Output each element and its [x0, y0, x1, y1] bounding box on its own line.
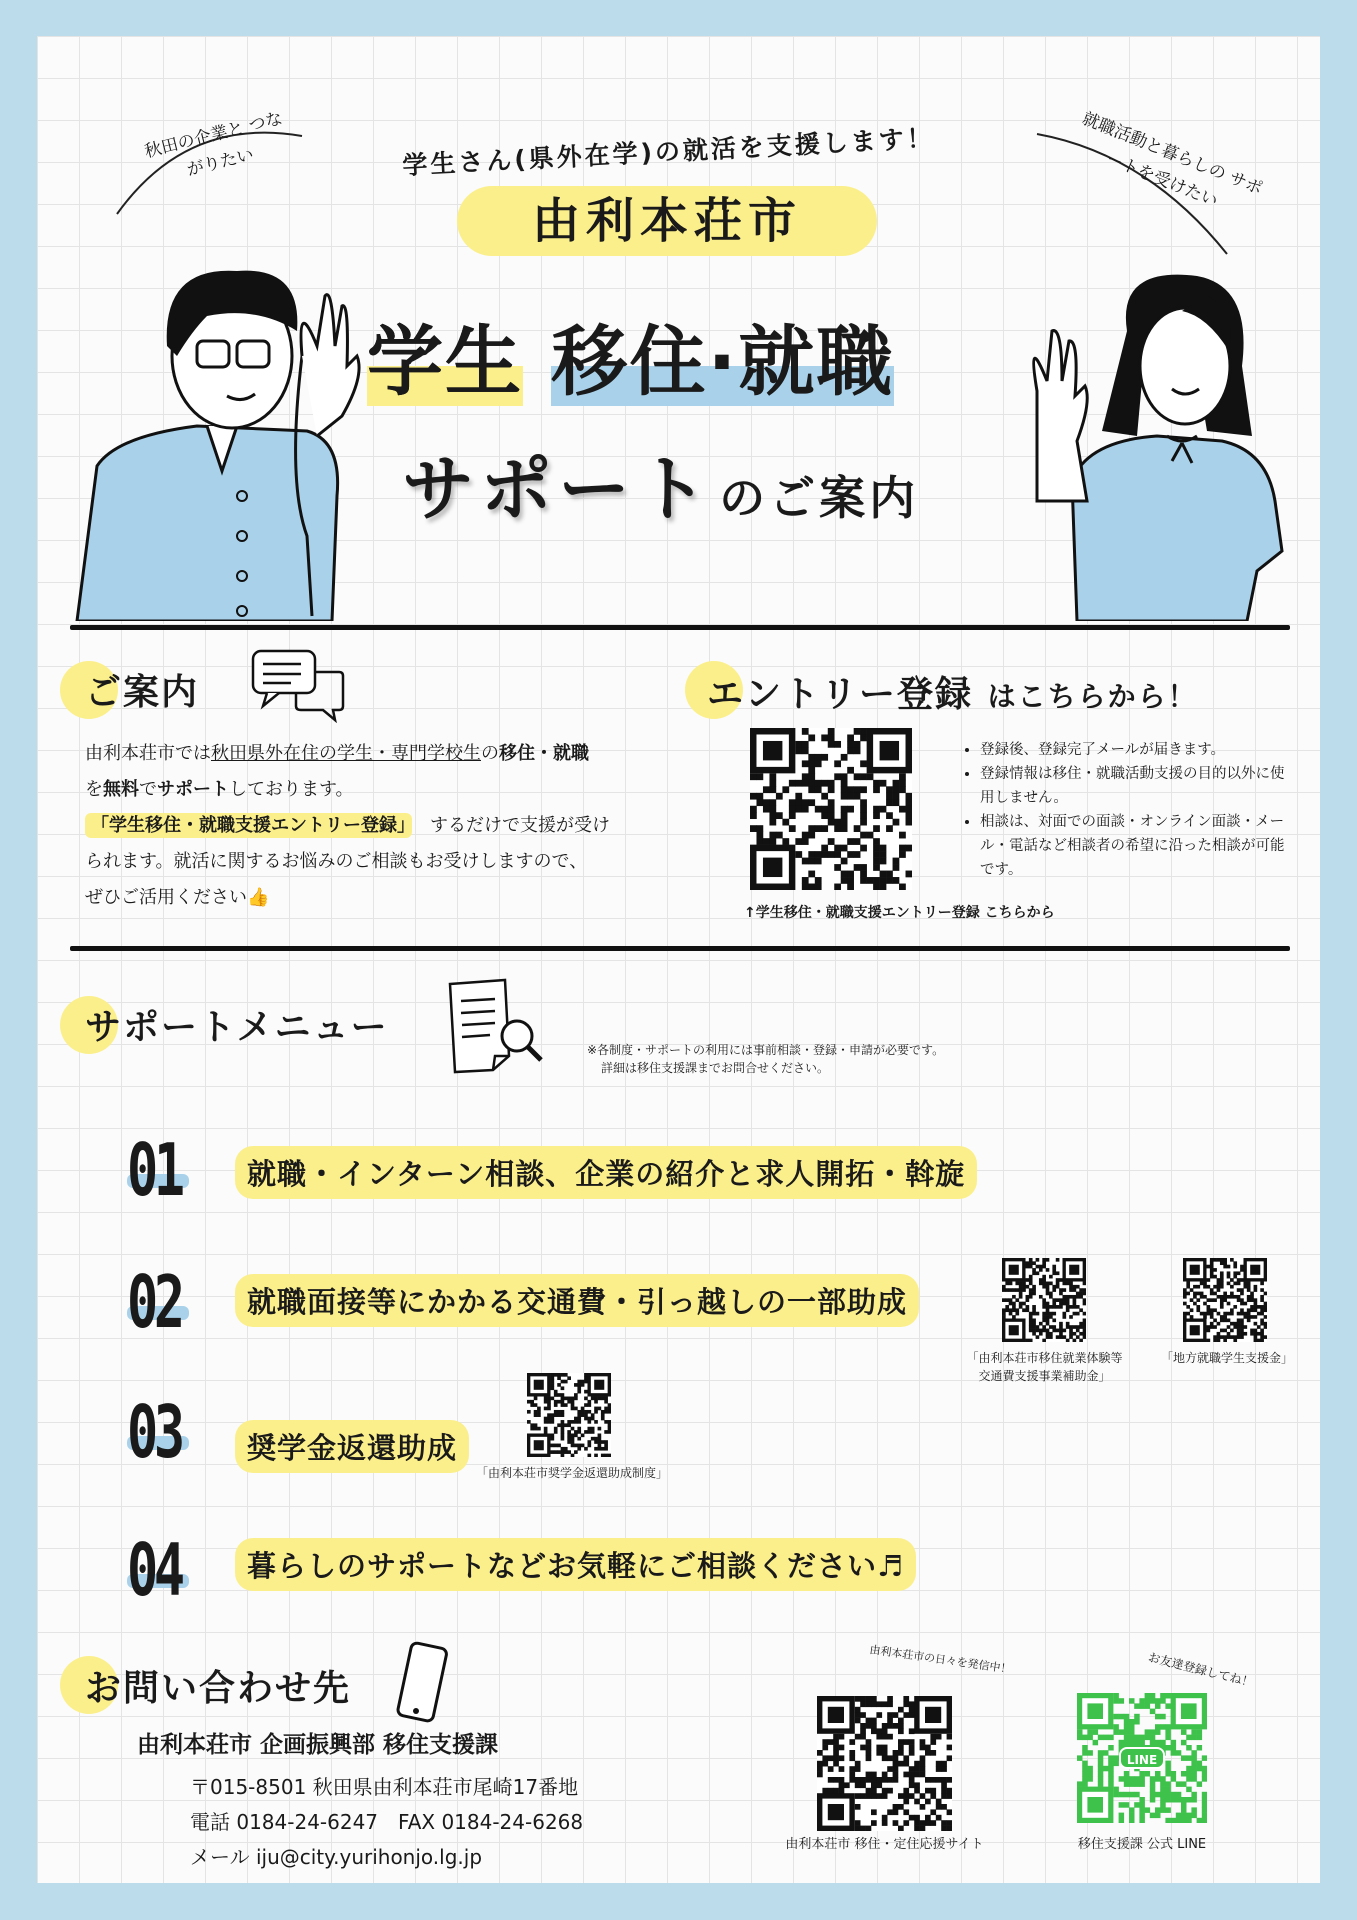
city-name: 由利本荘市	[531, 193, 802, 249]
guide-title: ご案内	[85, 672, 200, 713]
guide-line-4: られます。就活に関するお悩みのご相談もお受けしますので、	[85, 851, 588, 872]
guide-free: 無料	[103, 779, 139, 800]
guide-entry-highlight: 「学生移住・就職支援エントリー登録」	[85, 813, 412, 838]
menu-number-04: 04	[127, 1528, 181, 1612]
contact-title: お問い合わせ先	[85, 1668, 352, 1709]
contact-phone: 電話 0184-24-6247 FAX 0184-24-6268	[190, 1810, 584, 1834]
line-caption: 移住支援課 公式 LINE	[1077, 1837, 1207, 1852]
divider-top	[70, 625, 1290, 630]
guide-line2-c: で	[139, 779, 157, 800]
site-caption: 由利本荘市 移住・定住応援サイト	[785, 1837, 984, 1852]
menu-number-02: 02	[127, 1260, 181, 1344]
menu-note-line2: 詳細は移住支援課までお問合せください。	[601, 1061, 830, 1075]
guide-line2-a: を	[85, 779, 103, 800]
bubble-left-text: 秋田の企業と つながりたい	[142, 108, 285, 181]
entry-title	[707, 666, 1198, 717]
qr-caption-travel-subsidy	[952, 1349, 1137, 1385]
guide-line3-b: するだけで支援が受け	[430, 815, 610, 836]
qr-caption-student-support: 「地方就職学生支援金」	[1160, 1351, 1293, 1365]
entry-qr-caption: ↑学生移住・就職支援エントリー登録 こちらから	[744, 905, 1055, 921]
title-student: 学生	[367, 317, 523, 406]
subtitle-support: サポート	[402, 447, 715, 531]
boy-illustration	[57, 236, 397, 621]
contact-address: 〒015-8501 秋田県由利本荘市尾崎17番地	[190, 1775, 579, 1799]
flyer-sheet	[37, 36, 1320, 1883]
qr-code-student-support[interactable]	[1183, 1258, 1267, 1342]
bubble-right	[1027, 108, 1277, 264]
subtitle	[402, 431, 1002, 535]
smartphone-icon	[392, 1641, 452, 1726]
line-qr-wrap[interactable]	[1077, 1693, 1207, 1823]
entry-title-main: エントリー登録	[707, 674, 974, 715]
girl-illustration	[1007, 271, 1307, 621]
contact-dept: 由利本荘市 企画振興部 移住支援課	[137, 1732, 499, 1758]
guide-support: サポート	[157, 779, 229, 800]
qr-caption-travel-line1: 「由利本荘市移住就業体験等	[966, 1351, 1123, 1365]
menu-number-01: 01	[127, 1128, 181, 1212]
entry-note: • 相談は、対面での面談・オンライン面談・メール・電話など相談者の希望に沿った相談が可能です。	[980, 810, 1292, 882]
line-logo: LINE	[1119, 1747, 1165, 1769]
menu-title: サポートメニュー	[85, 1007, 389, 1048]
guide-body	[85, 736, 685, 916]
subtitle-guide: のご案内	[719, 471, 920, 525]
guide-line-1	[85, 736, 685, 772]
qr-code-travel-subsidy[interactable]	[1002, 1258, 1086, 1342]
guide-line-2	[85, 772, 685, 808]
main-title	[367, 301, 1087, 410]
menu-item-01: 就職・インターン相談、企業の紹介と求人開拓・斡旋	[235, 1146, 977, 1199]
entry-qr-code[interactable]	[750, 728, 912, 890]
line-tag: お友達登録してね！	[1146, 1650, 1255, 1690]
entry-notes	[962, 738, 1292, 882]
menu-note	[587, 1041, 944, 1077]
qr-caption-scholarship: 「由利本荘市奨学金返還助成制度」	[475, 1466, 668, 1480]
lead-text: 学生さん(県外在学)の就活を支援します！	[401, 123, 936, 181]
divider-middle	[70, 946, 1290, 951]
guide-line1-bold: 移住・就職	[499, 743, 589, 764]
guide-line-3	[85, 808, 685, 844]
entry-title-suffix: はこちらから！	[987, 680, 1198, 713]
guide-line-5: ぜひご活用ください👍	[85, 887, 270, 908]
guide-line1-c: の	[481, 743, 499, 764]
menu-note-line1: ※各制度・サポートの利用には事前相談・登録・申請が必要です。	[587, 1043, 945, 1057]
qr-code-settlement-site[interactable]	[817, 1696, 952, 1831]
site-tag: 由利本荘市の日々を発信中！	[868, 1643, 1013, 1676]
qr-caption-travel-line2: 交通費支援事業補助金」	[978, 1369, 1111, 1383]
bubble-left	[97, 106, 307, 216]
menu-item-03: 奨学金返還助成	[235, 1420, 469, 1473]
title-migration-job: 移住·就職	[551, 317, 895, 406]
guide-line1-underlined: 秋田県外在住の学生・専門学校生	[211, 743, 481, 764]
contact-mail[interactable]: メール iju@city.yurihonjo.lg.jp	[190, 1845, 483, 1869]
entry-note: • 登録後、登録完了メールが届きます。	[980, 738, 1292, 762]
menu-item-04: 暮らしのサポートなどお気軽にご相談ください♬	[235, 1538, 916, 1591]
chat-bubbles-icon	[251, 648, 346, 723]
qr-code-scholarship[interactable]	[527, 1373, 611, 1457]
bubble-right-text: 就職活動と暮らしの サポートを受けたい	[1079, 108, 1266, 212]
entry-note: • 登録情報は移住・就職活動支援の目的以外に使用しません。	[980, 762, 1292, 810]
guide-line2-e: しております。	[229, 779, 354, 800]
guide-line1-a: 由利本荘市では	[85, 743, 211, 764]
menu-number-03: 03	[127, 1390, 181, 1474]
menu-item-02: 就職面接等にかかる交通費・引っ越しの一部助成	[235, 1274, 919, 1327]
document-search-icon	[435, 976, 545, 1076]
